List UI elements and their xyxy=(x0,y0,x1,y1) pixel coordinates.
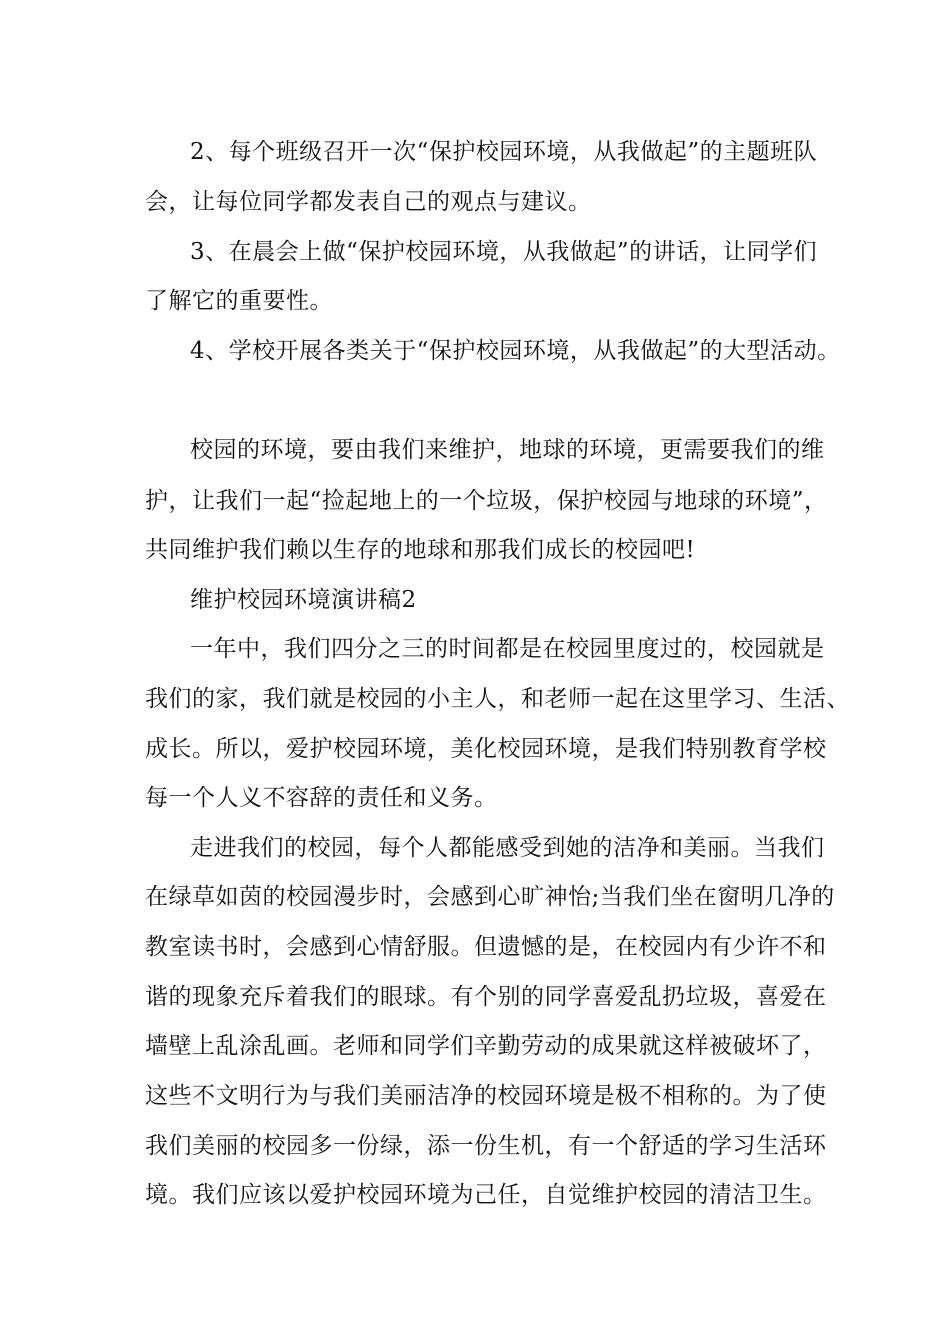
paragraph-line: 每一个人义不容辞的责任和义务。 xyxy=(145,785,498,811)
paragraph-line: 在绿草如茵的校园漫步时，会感到心旷神怡;当我们坐在窗明几净的 xyxy=(145,884,835,910)
paragraph-line: 走进我们的校园，每个人都能感受到她的洁净和美丽。当我们 xyxy=(190,835,825,861)
paragraph-line: 教室读书时，会感到心情舒服。但遗憾的是，在校园内有少许不和 xyxy=(145,934,827,960)
section-heading: 维护校园环境演讲稿2 xyxy=(190,587,417,613)
paragraph-line: 境。我们应该以爱护校园环境为己任，自觉维护校园的清洁卫生。 xyxy=(145,1182,827,1208)
paragraph-line: 护，让我们一起“捡起地上的一个垃圾，保护校园与地球的环境”， xyxy=(145,488,828,514)
paragraph-line: 我们的家，我们就是校园的小主人，和老师一起在这里学习、生活、 xyxy=(145,686,850,712)
paragraph-line: 成长。所以，爱护校园环境，美化校园环境，是我们特别教育学校 xyxy=(145,736,827,762)
paragraph-line: 2、每个班级召开一次“保护校园环境，从我做起”的主题班队 xyxy=(190,139,818,165)
paragraph-line: 我们美丽的校园多一份绿，添一份生机，有一个舒适的学习生活环 xyxy=(145,1133,827,1159)
paragraph-line: 4、学校开展各类关于“保护校园环境，从我做起”的大型活动。 xyxy=(190,338,841,364)
paragraph-line: 谐的现象充斥着我们的眼球。有个别的同学喜爱乱扔垃圾，喜爱在 xyxy=(145,984,827,1010)
paragraph-line: 一年中，我们四分之三的时间都是在校园里度过的，校园就是 xyxy=(190,636,825,662)
paragraph-line: 共同维护我们赖以生存的地球和那我们成长的校园吧! xyxy=(145,537,696,563)
paragraph-line: 校园的环境，要由我们来维护，地球的环境，更需要我们的维 xyxy=(190,437,825,463)
paragraph-line: 3、在晨会上做“保护校园环境，从我做起”的讲话，让同学们 xyxy=(190,239,818,265)
paragraph-line: 这些不文明行为与我们美丽洁净的校园环境是极不相称的。为了使 xyxy=(145,1083,827,1109)
paragraph-line: 墙壁上乱涂乱画。老师和同学们辛勤劳动的成果就这样被破坏了， xyxy=(145,1033,827,1059)
paragraph-line: 会，让每位同学都发表自己的观点与建议。 xyxy=(145,189,592,215)
paragraph-line: 了解它的重要性。 xyxy=(145,288,333,314)
